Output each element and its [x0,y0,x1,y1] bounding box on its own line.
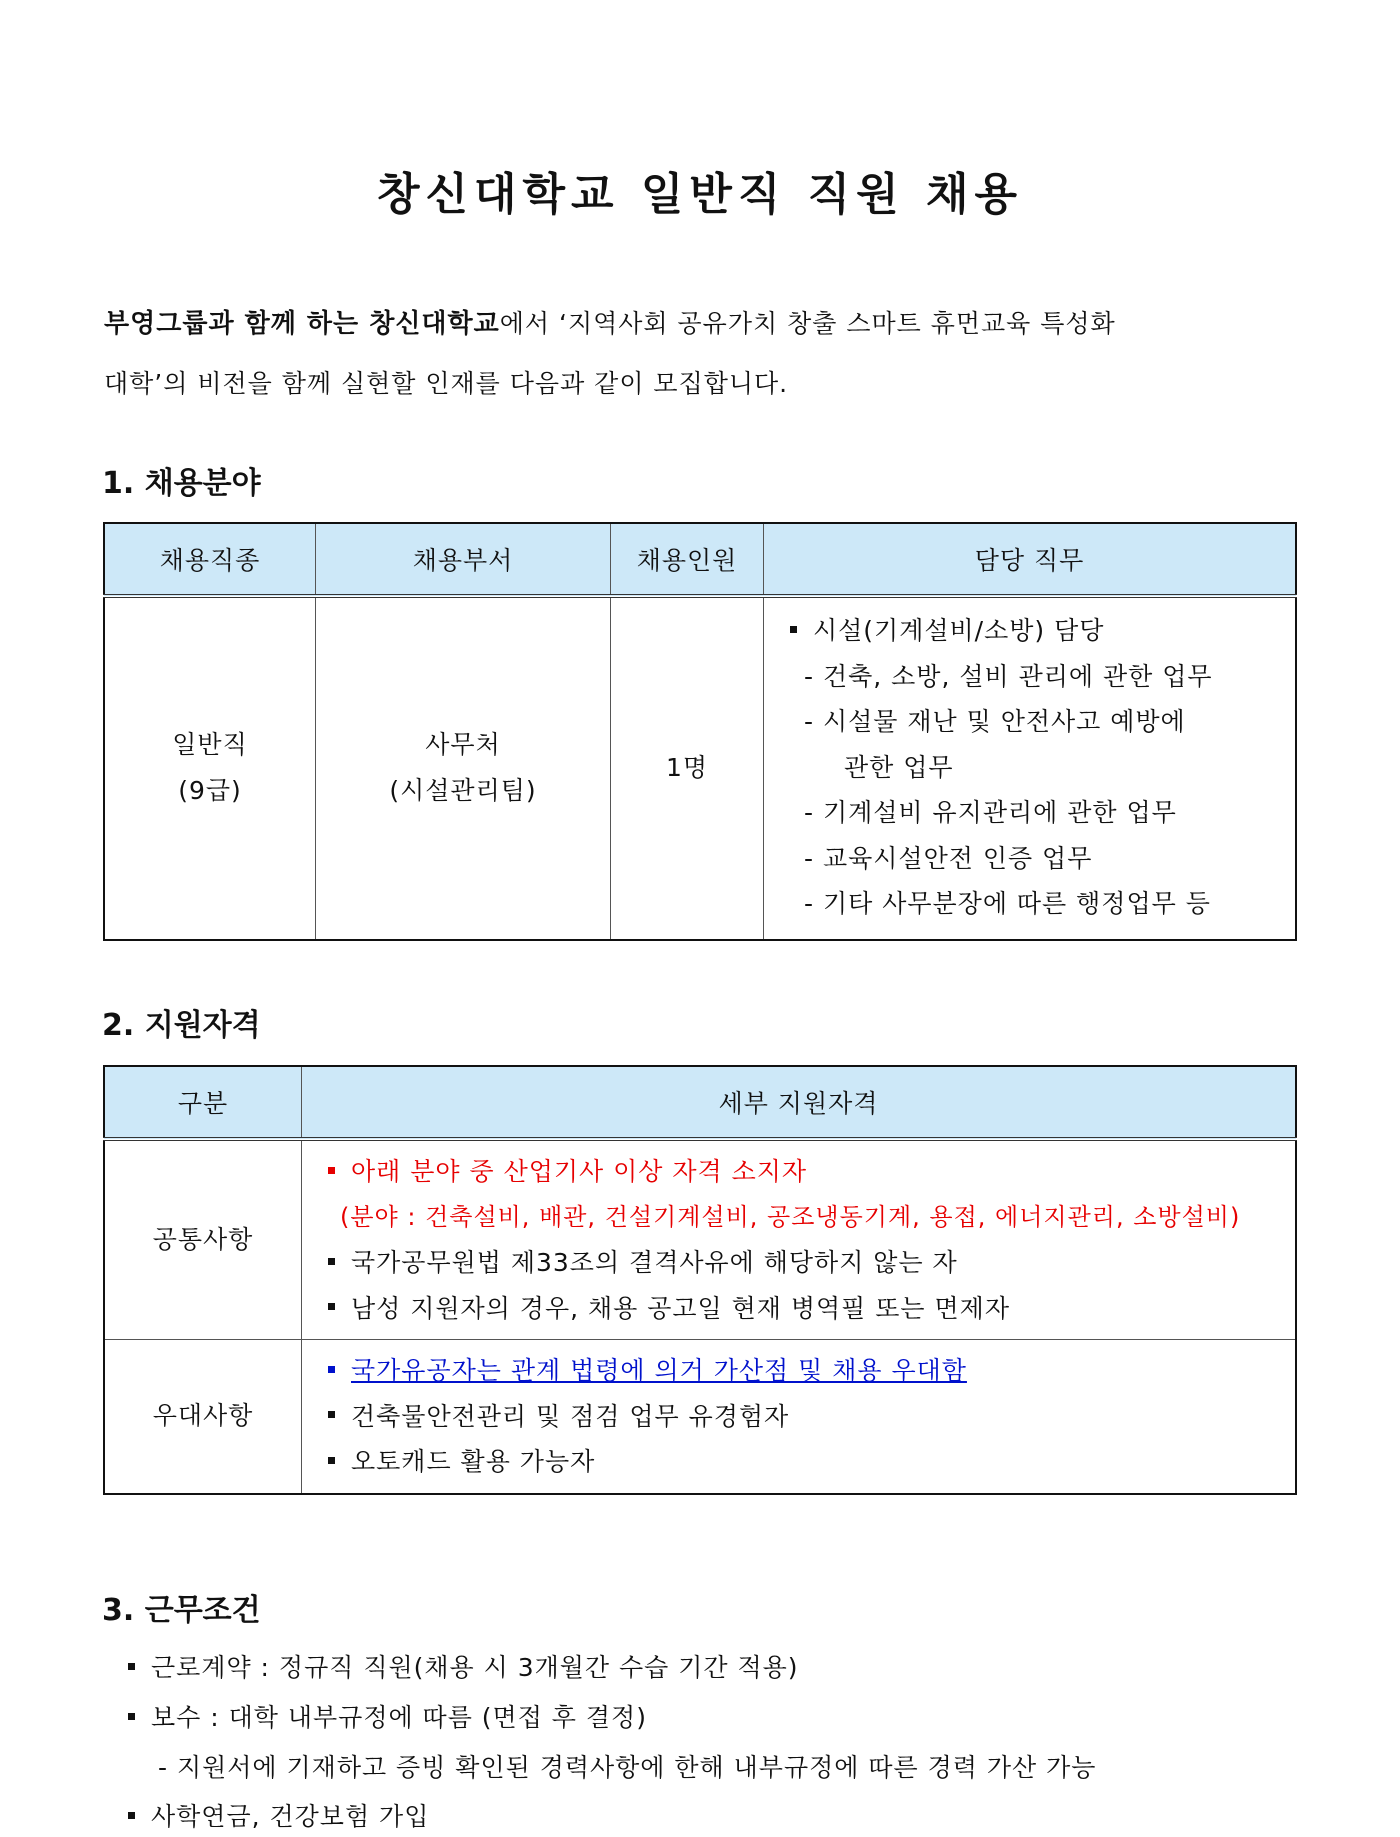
department-line-1: 사무처 [425,730,501,760]
square-bullet-icon [328,1411,335,1418]
section-3-heading: 3. 근무조건 [102,1593,261,1628]
table-row [104,596,1296,940]
intro-line-1-rest: 에서 ‘지역사회 공유가치 창출 스마트 휴먼교육 특성화 [499,309,1116,338]
square-bullet-icon [128,1812,135,1819]
job-type-cell [104,596,316,940]
square-bullet-icon [328,1303,335,1310]
preferred-item: 건축물안전관리 및 점검 업무 유경험자 [328,1394,1281,1440]
condition-sub-item: - 지원서에 기재하고 증빙 확인된 경력사항에 한해 내부규정에 따른 경력 가산 가능 [158,1753,1097,1782]
recruitment-field-table [103,522,1297,941]
section-1-heading: 1. 채용분야 [102,466,261,501]
duty-item: - 시설물 재난 및 안전사고 예방에 [804,707,1186,736]
square-bullet-icon [128,1713,135,1720]
preferred-item: 오토캐드 활용 가능자 [328,1439,1281,1485]
job-type-line-2: (9급) [178,776,242,806]
square-bullet-icon [790,626,797,633]
preferred-label-cell: 우대사항 [104,1340,302,1494]
duty-item: - 교육시설안전 인증 업무 [804,843,1093,873]
condition-item: 근로계약 : 정규직 직원(채용 시 3개월간 수습 기간 적용) [128,1648,799,1684]
department-cell [316,596,611,940]
header-job-type: 채용직종 [104,523,316,596]
duty-item: - 기계설비 유지관리에 관한 업무 [804,798,1177,827]
duty-item: - 기타 사무분장에 따른 행정업무 등 [804,889,1211,918]
header-department: 채용부서 [316,523,611,596]
section-2-heading: 2. 지원자격 [102,1008,261,1043]
header-duties: 담당 직무 [764,523,1297,596]
preferred-item-blue: 국가유공자는 관계 법령에 의거 가산점 및 채용 우대함 [328,1348,1281,1394]
intro-line-2: 대학’의 비전을 함께 실현할 인재를 다음과 같이 모집합니다. [104,369,789,398]
table-header-row [104,1066,1296,1139]
condition-item: 보수 : 대학 내부규정에 따름 (면접 후 결정) [128,1698,647,1734]
headcount-cell: 1명 [611,596,764,940]
qualification-item: 국가공무원법 제33조의 결격사유에 해당하지 않는 자 [328,1240,1281,1286]
common-label-cell: 공통사항 [104,1139,302,1340]
duties-cell [764,596,1297,940]
qualification-table [103,1065,1297,1495]
common-details-cell [302,1139,1297,1340]
qualification-note: (분야 : 건축설비, 배관, 건설기계설비, 공조냉동기계, 용접, 에너지관리, 소방설비) [340,1202,1241,1231]
duty-item-continued: 관한 업무 [844,752,954,782]
square-bullet-icon [328,1366,335,1373]
header-details: 세부 지원자격 [302,1066,1297,1139]
duty-item: - 건축, 소방, 설비 관리에 관한 업무 [804,661,1213,691]
square-bullet-icon [328,1457,335,1464]
header-headcount: 채용인원 [611,523,764,596]
table-row [104,1340,1296,1494]
duty-main: 시설(기계설비/소방) 담당 [790,608,1281,654]
table-header-row [104,523,1296,596]
preferred-details-cell [302,1340,1297,1494]
job-type-line-1: 일반직 [172,730,248,760]
intro-bold-text: 부영그룹과 함께 하는 창신대학교 [104,309,500,339]
page-title: 창신대학교 일반직 직원 채용 [376,169,1023,220]
header-category: 구분 [104,1066,302,1139]
qualification-item-red: 아래 분야 중 산업기사 이상 자격 소지자 [328,1149,1281,1195]
qualification-item: 남성 지원자의 경우, 채용 공고일 현재 병역필 또는 면제자 [328,1286,1281,1332]
department-line-2: (시설관리팀) [389,776,537,806]
square-bullet-icon [328,1167,335,1174]
square-bullet-icon [328,1258,335,1265]
square-bullet-icon [128,1663,135,1670]
intro-line-1 [104,303,1304,340]
condition-item: 사학연금, 건강보험 가입 [128,1797,429,1833]
table-row [104,1139,1296,1340]
